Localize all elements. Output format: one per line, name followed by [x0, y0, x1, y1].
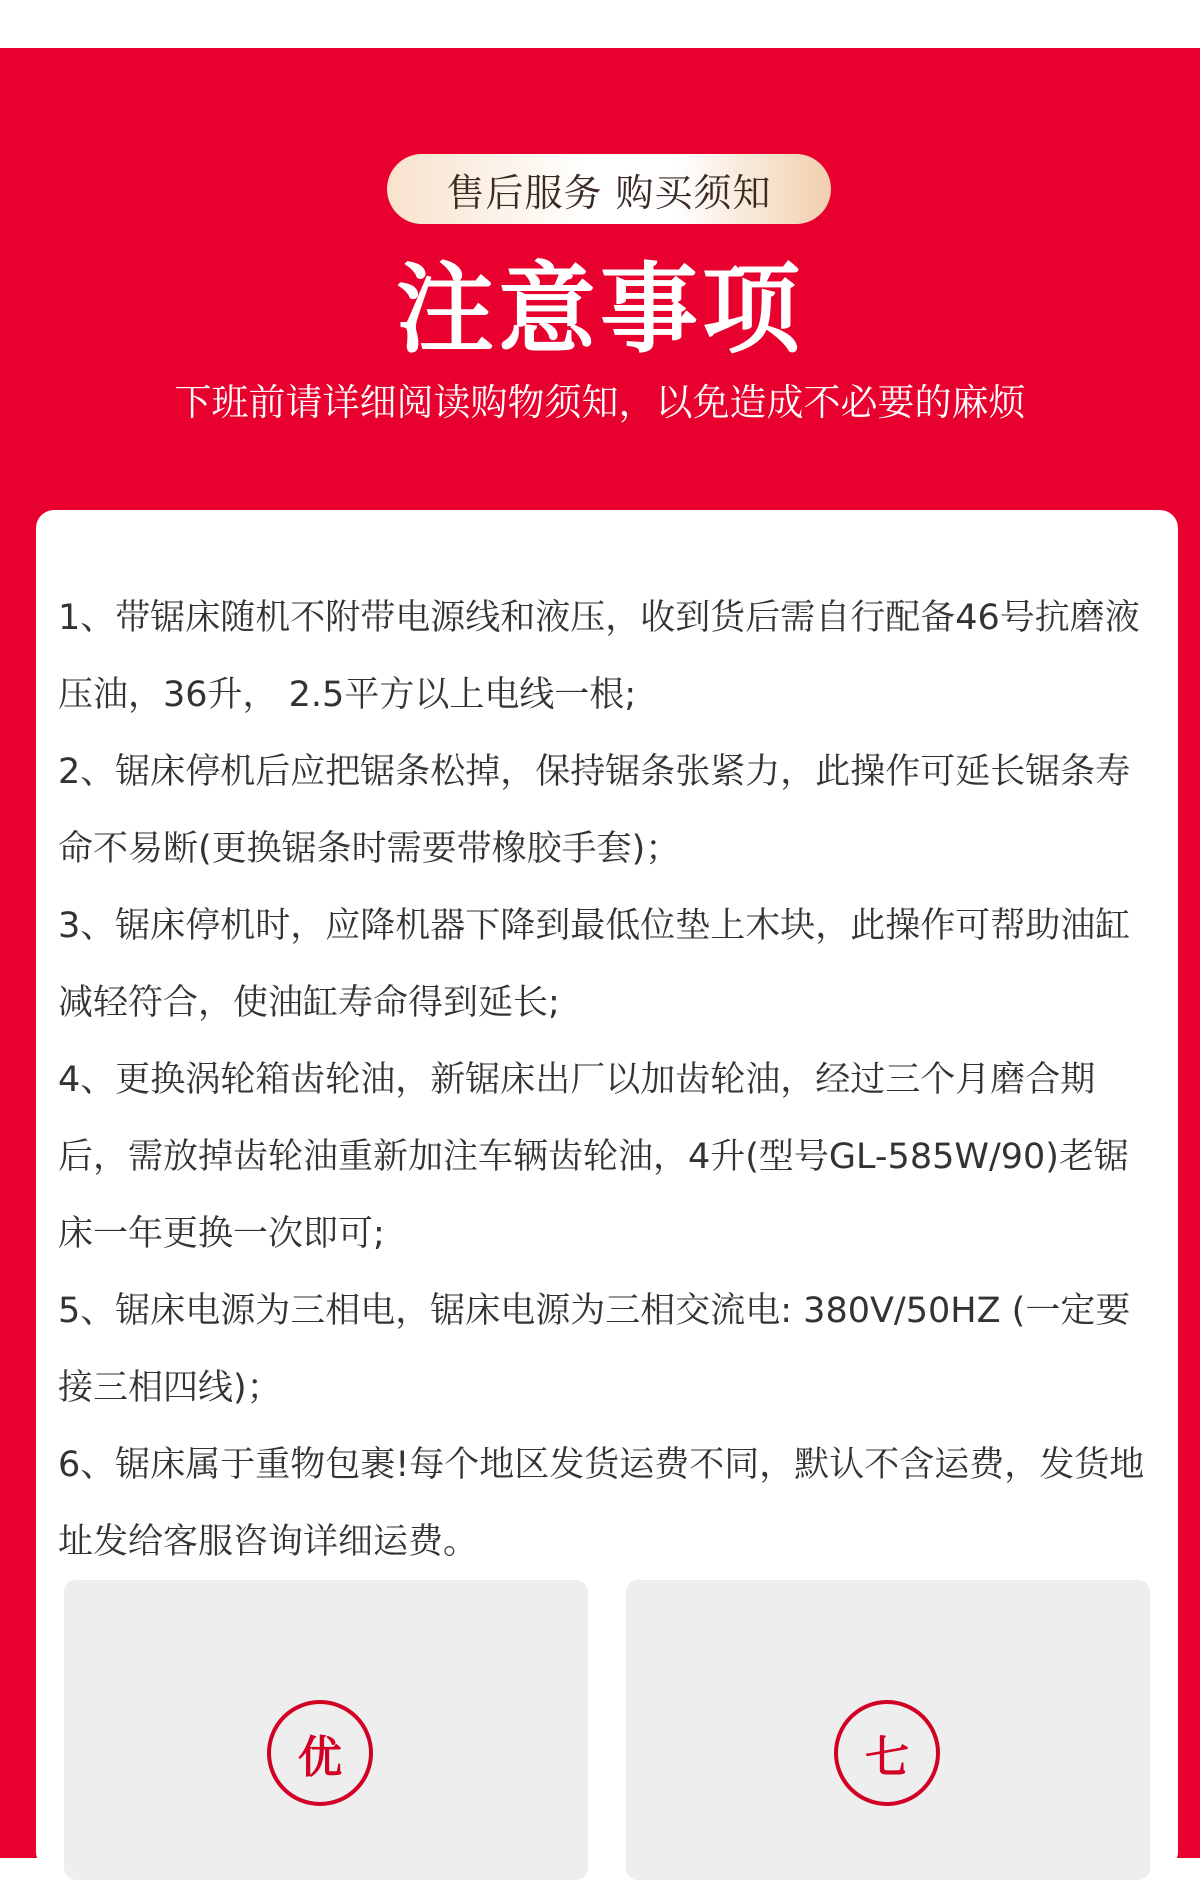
- notice-item-5: 5、锯床电源为三相电，锯床电源为三相交流电: 380V/50HZ (一定要接三相四线)；: [58, 1291, 1131, 1408]
- notice-item-2: 2、锯床停机后应把锯条松掉，保持锯条张紧力，此操作可延长锯条寿命不易断(更换锯条时需要带橡胶手套)；: [58, 752, 1131, 869]
- notice-card: [36, 510, 1178, 1870]
- page-subtitle: 下班前请详细阅读购物须知，以免造成不必要的麻烦: [174, 381, 1026, 424]
- notice-item-4: 4、更换涡轮箱齿轮油，新锯床出厂以加齿轮油，经过三个月磨合期后，需放掉齿轮油重新加注车辆齿轮油，4升(型号GL-585W/90)老锯床一年更换一次即可;: [58, 1060, 1129, 1254]
- notice-list: [58, 580, 1162, 1581]
- page-title: 注意事项: [395, 253, 804, 367]
- feature-badge-you: 优: [267, 1700, 373, 1806]
- notice-item-1: 1、带锯床随机不附带电源线和液压，收到货后需自行配备46号抗磨液压油，36升， 2.5平方以上电线一根;: [58, 598, 1140, 715]
- notice-item-3: 3、锯床停机时，应降机器下降到最低位垫上木块，此操作可帮助油缸减轻符合，使油缸寿命得到延长;: [58, 906, 1131, 1023]
- notice-item-6: 6、锯床属于重物包裹!每个地区发货运费不同，默认不含运费，发货地址发给客服咨询详细运费。: [58, 1445, 1145, 1562]
- feature-badge-qi: 七: [834, 1700, 940, 1806]
- feature-tile-right: [626, 1580, 1150, 1880]
- after-sales-pill-label: 售后服务 购买须知: [387, 154, 831, 224]
- feature-tile-left: [64, 1580, 588, 1880]
